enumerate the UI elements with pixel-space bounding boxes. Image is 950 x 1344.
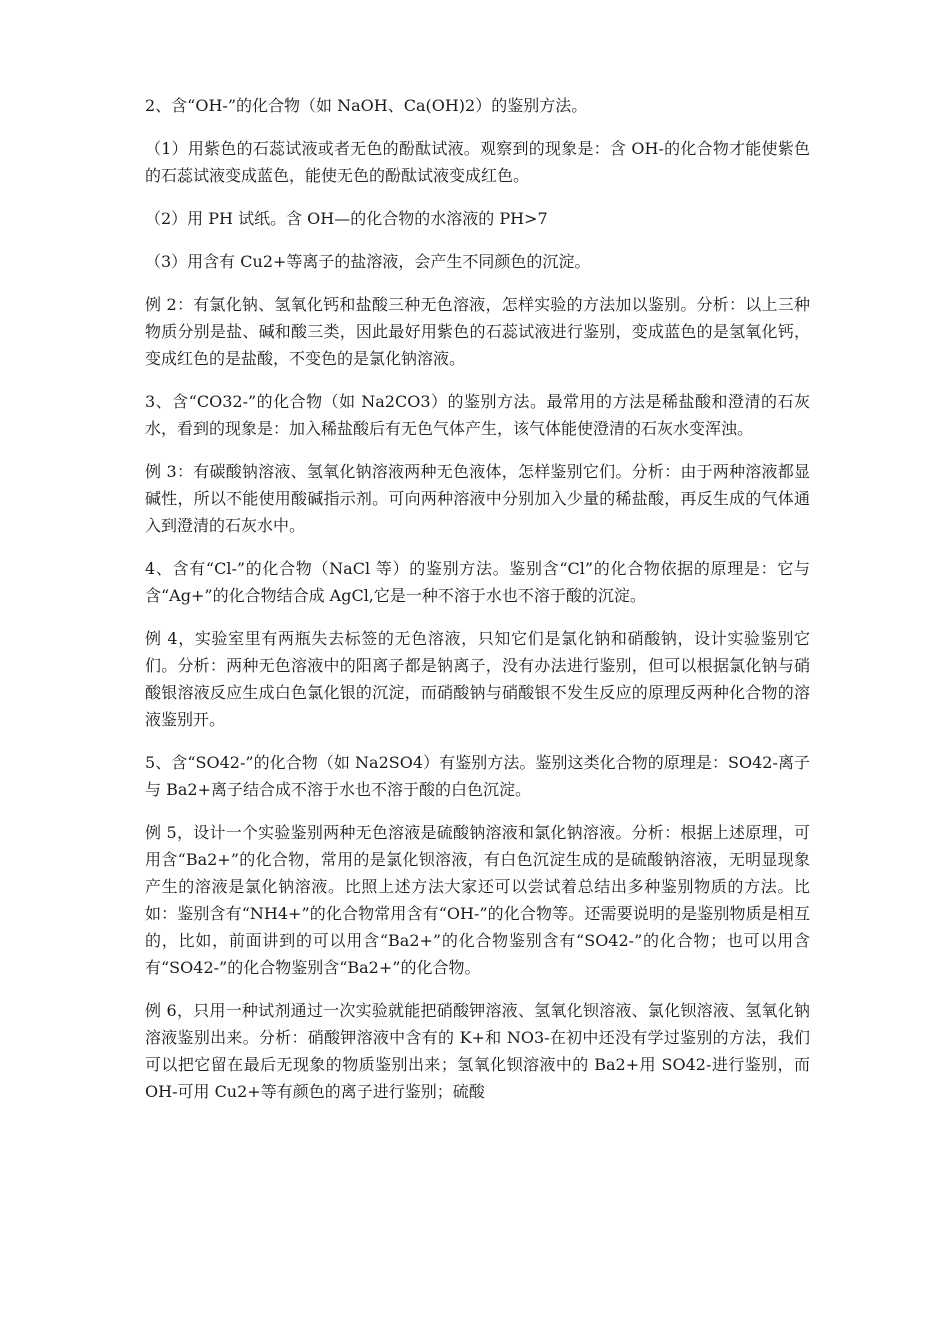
paragraph-method-3: （3）用含有 Cu2+等离子的盐溶液，会产生不同颜色的沉淀。 bbox=[145, 252, 591, 271]
paragraph-method-2: （2）用 PH 试纸。含 OH—的化合物的水溶液的 PH>7 bbox=[145, 209, 548, 228]
paragraph-5-so4-heading: 5、含“SO42-”的化合物（如 Na2SO4）有鉴别方法。鉴别这类化合物的原理是：SO42-离子与 Ba2+离子结合成不溶于水也不溶于酸的白色沉淀。 bbox=[145, 753, 810, 799]
document-page bbox=[145, 92, 810, 1121]
paragraph-3-co3-heading: 3、含“CO32-”的化合物（如 Na2CO3）的鉴别方法。最常用的方法是稀盐酸和澄清的石灰水，看到的现象是：加入稀盐酸后有无色气体产生，该气体能使澄清的石灰水变浑浊。 bbox=[145, 392, 810, 438]
paragraph-example-4: 例 4，实验室里有两瓶失去标签的无色溶液，只知它们是氯化钠和硝酸钠，设计实验鉴别它们。分析：两种无色溶液中的阳离子都是钠离子，没有办法进行鉴别，但可以根据氯化钠与硝酸银溶液反应生成白色氯化银的沉淀，而硝酸钠与硝酸银不发生反应的原理反两种化合物的溶液鉴别开。 bbox=[145, 629, 810, 729]
paragraph-example-2: 例 2：有氯化钠、氢氧化钙和盐酸三种无色溶液，怎样实验的方法加以鉴别。分析：以上三种物质分别是盐、碱和酸三类，因此最好用紫色的石蕊试液进行鉴别，变成蓝色的是氢氧化钙，变成红色的是盐酸，不变色的是氯化钠溶液。 bbox=[145, 295, 810, 368]
paragraph-method-1: （1）用紫色的石蕊试液或者无色的酚酞试液。观察到的现象是：含 OH-的化合物才能使紫色的石蕊试液变成蓝色，能使无色的酚酞试液变成红色。 bbox=[145, 139, 810, 185]
paragraph-example-3: 例 3：有碳酸钠溶液、氢氧化钠溶液两种无色液体，怎样鉴别它们。分析：由于两种溶液都显碱性，所以不能使用酸碱指示剂。可向两种溶液中分别加入少量的稀盐酸，再反生成的气体通入到澄清的石灰水中。 bbox=[145, 462, 810, 535]
paragraph-4-cl-heading: 4、含有“Cl-”的化合物（NaCl 等）的鉴别方法。鉴别含“Cl”的化合物依据的原理是：它与含“Ag+”的化合物结合成 AgCl,它是一种不溶于水也不溶于酸的沉淀。 bbox=[145, 559, 810, 605]
paragraph-example-5: 例 5，设计一个实验鉴别两种无色溶液是硫酸钠溶液和氯化钠溶液。分析：根据上述原理，可用含“Ba2+”的化合物，常用的是氯化钡溶液，有白色沉淀生成的是硫酸钠溶液，无明显现象产生的溶液是氯化钠溶液。比照上述方法大家还可以尝试着总结出多种鉴别物质的方法。比如：鉴别含有“NH4+”的化合物常用含有“OH-”的化合物等。还需要说明的是鉴别物质是相互的，比如，前面讲到的可以用含“Ba2+”的化合物鉴别含有“SO42-”的化合物；也可以用含有“SO42-”的化合物鉴别含“Ba2+”的化合物。 bbox=[145, 823, 810, 977]
paragraph-example-6: 例 6，只用一种试剂通过一次实验就能把硝酸钾溶液、氢氧化钡溶液、氯化钡溶液、氢氧化钠溶液鉴别出来。分析：硝酸钾溶液中含有的 K+和 NO3-在初中还没有学过鉴别的方法，我们可以把它留在最后无现象的物质鉴别出来；氢氧化钡溶液中的 Ba2+用 SO42-进行鉴别，而 OH-可用 Cu2+等有颜色的离子进行鉴别；硫酸 bbox=[145, 1001, 810, 1101]
paragraph-2-oh-heading: 2、含“OH-”的化合物（如 NaOH、Ca(OH)2）的鉴别方法。 bbox=[145, 96, 588, 115]
